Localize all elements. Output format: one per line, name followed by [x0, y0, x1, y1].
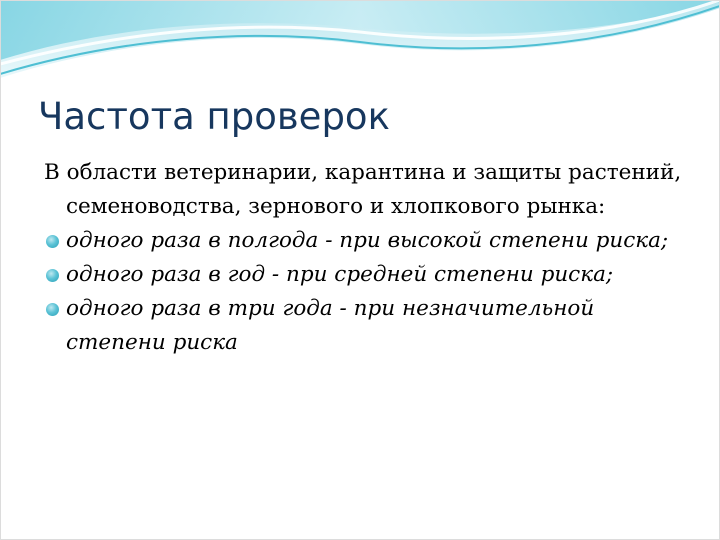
- list-item: [44, 224, 684, 258]
- bullet-text: одного раза в полгода - при высокой степени риска;: [66, 228, 669, 253]
- list-item: [44, 292, 684, 360]
- lead-paragraph: В области ветеринарии, карантина и защиты растений, семеноводства, зернового и хлопкового рынка:: [44, 160, 682, 219]
- bullet-dot-icon: [46, 303, 59, 316]
- decorative-wave-banner: [0, 0, 720, 80]
- slide-title: Частота проверок: [38, 95, 390, 138]
- bullet-list: [44, 224, 684, 360]
- bullet-text: одного раза в год - при средней степени риска;: [66, 262, 614, 287]
- list-item: [44, 258, 684, 292]
- bullet-dot-icon: [46, 269, 59, 282]
- slide-body: [44, 156, 684, 360]
- bullet-text: одного раза в три года - при незначительной степени риска: [66, 296, 595, 355]
- bullet-dot-icon: [46, 235, 59, 248]
